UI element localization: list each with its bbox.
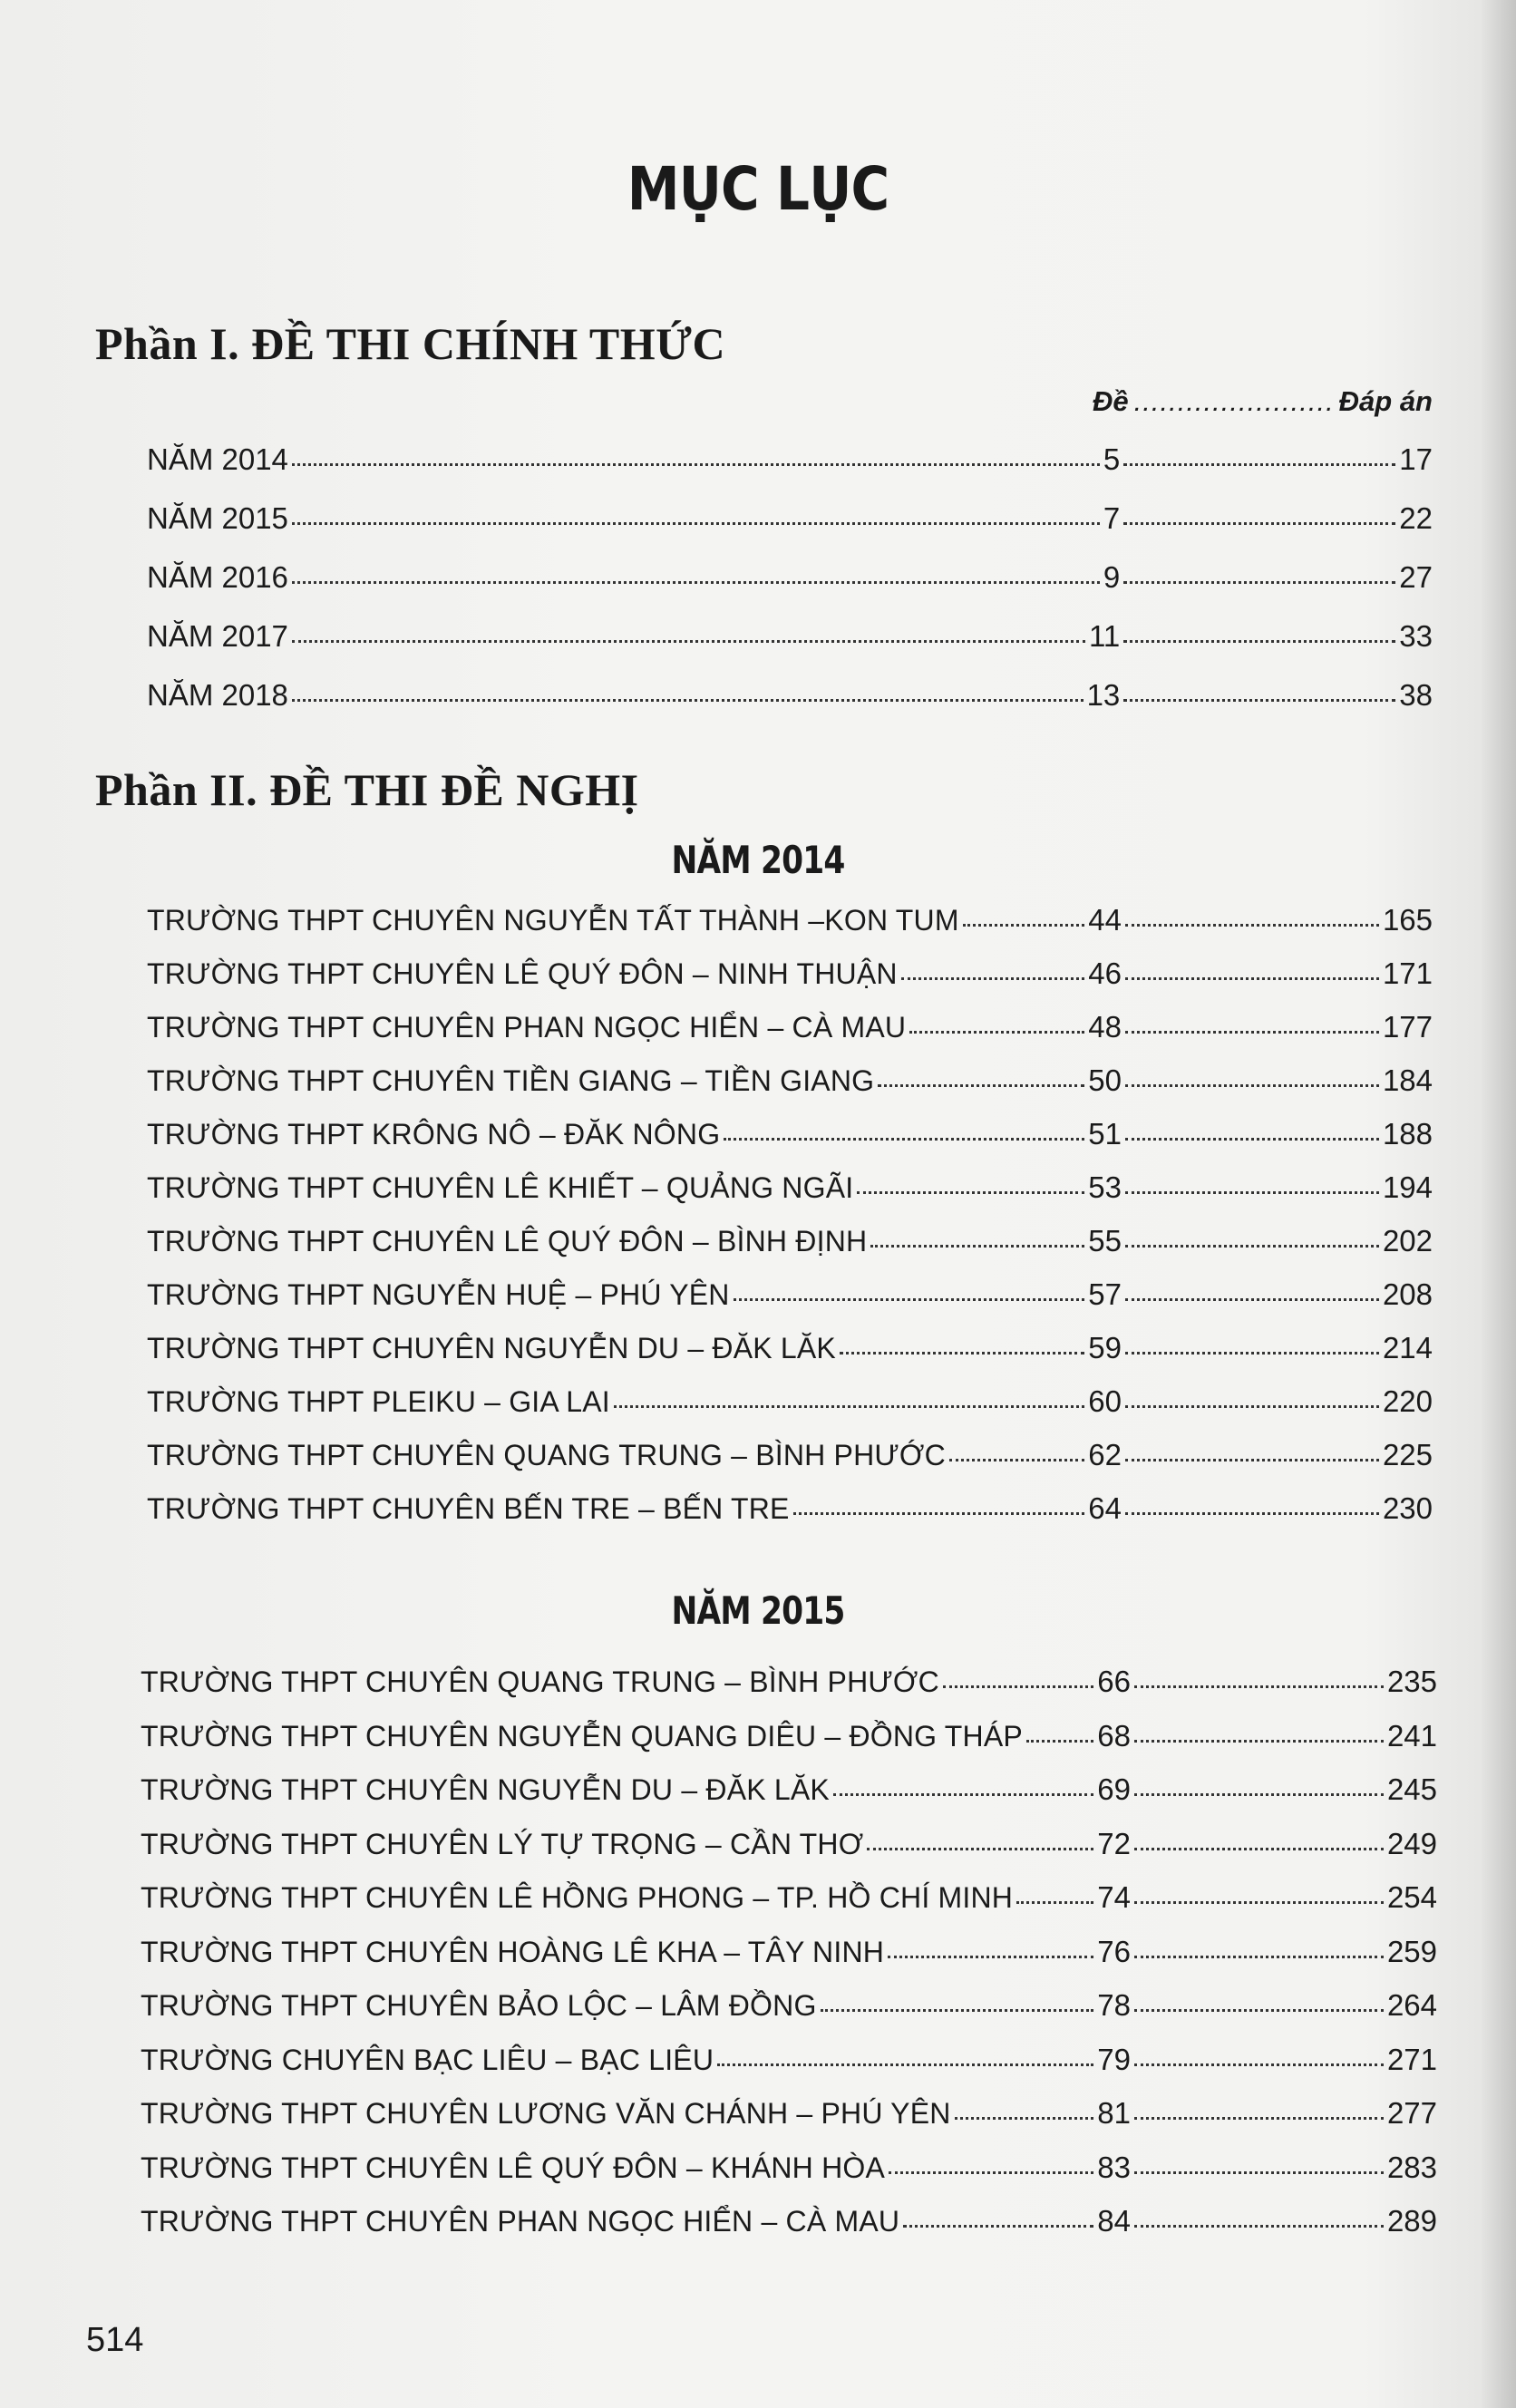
toc-entry: [147, 1010, 1433, 1044]
toc-entry: [141, 1880, 1437, 1915]
toc-entry-de-page: 83: [1097, 2150, 1131, 2184]
toc-entry-answer-page: 225: [1382, 1438, 1433, 1471]
toc-entry-answer-page: 177: [1382, 1010, 1433, 1044]
toc-entry-de-page: 62: [1088, 1438, 1122, 1471]
toc-entry: [141, 1772, 1437, 1807]
toc-entry-title: TRƯỜNG THPT CHUYÊN NGUYỄN DU – ĐĂK LĂK: [141, 1773, 830, 1806]
part-1-heading: Phần I. ĐỀ THI CHÍNH THỨC: [95, 318, 726, 369]
toc-entry-de-page: 69: [1097, 1772, 1131, 1806]
toc-entry-title: TRƯỜNG THPT CHUYÊN BẾN TRE – BẾN TRE: [147, 1492, 790, 1525]
toc-entry-title: TRƯỜNG THPT CHUYÊN LÊ KHIẾT – QUẢNG NGÃI: [147, 1171, 854, 1204]
toc-entry-de-page: 46: [1088, 956, 1122, 990]
dot-leader: [943, 1685, 1093, 1688]
dot-leader: [292, 462, 1100, 466]
toc-entry-title: TRƯỜNG THPT CHUYÊN BẢO LỘC – LÂM ĐỒNG: [141, 1989, 817, 2022]
toc-entry-title: TRƯỜNG THPT CHUYÊN NGUYỄN QUANG DIÊU – ĐỒNG THÁP: [141, 1719, 1023, 1753]
dot-leader: [1125, 923, 1379, 927]
toc-entry-title: NĂM 2018: [147, 678, 288, 712]
toc-entry-title: TRƯỜNG THPT CHUYÊN QUANG TRUNG – BÌNH PHƯỚC: [141, 1665, 939, 1698]
dot-leader: [1026, 1739, 1093, 1743]
toc-entry-de-page: 66: [1097, 1665, 1131, 1698]
toc-entry-de-page: 50: [1088, 1063, 1122, 1097]
dot-leader: [901, 976, 1085, 980]
dot-leader: [1134, 1955, 1384, 1958]
toc-entry: [141, 1935, 1437, 1969]
toc-entry: [141, 1827, 1437, 1861]
toc-entry-de-page: 68: [1097, 1718, 1131, 1753]
toc-entry: [147, 678, 1433, 713]
dot-leader: [840, 1351, 1084, 1354]
dot-leader: [949, 1458, 1084, 1461]
column-header-leader: [1134, 385, 1334, 418]
dot-leader: [1134, 1739, 1384, 1743]
page-number: 514: [86, 2321, 144, 2359]
toc-entry-de-page: 13: [1086, 678, 1121, 712]
toc-entry: [147, 560, 1433, 595]
year-2014-heading: NĂM 2014: [671, 838, 845, 882]
dot-leader: [1134, 2170, 1384, 2174]
toc-entry-de-page: 57: [1088, 1277, 1122, 1311]
toc-entry-title: NĂM 2014: [147, 442, 288, 476]
toc-entry: [147, 1170, 1433, 1205]
toc-entry: [147, 1331, 1433, 1365]
dot-leader: [292, 521, 1100, 525]
column-header: [1093, 385, 1433, 418]
toc-entry-title: TRƯỜNG THPT NGUYỄN HUỆ – PHÚ YÊN: [147, 1278, 730, 1311]
toc-entry: [147, 1438, 1433, 1472]
toc-entry-title: TRƯỜNG THPT CHUYÊN PHAN NGỌC HIỂN – CÀ MAU: [147, 1011, 907, 1044]
column-header-de: Đề: [1093, 385, 1129, 417]
toc-entry-de-page: 74: [1097, 1880, 1131, 1914]
dot-leader: [1134, 2224, 1384, 2228]
dot-leader: [1134, 1685, 1384, 1688]
toc-entry-answer-page: 254: [1386, 1880, 1437, 1914]
toc-entry-title: TRƯỜNG THPT CHUYÊN LÊ QUÝ ĐÔN – KHÁNH HÒA: [141, 2151, 886, 2184]
toc-entry-de-page: 5: [1103, 442, 1121, 476]
toc-entry: [141, 2204, 1437, 2238]
toc-entry: [141, 1719, 1437, 1753]
toc-entry-de-page: 59: [1088, 1331, 1122, 1364]
toc-entry-answer-page: 271: [1386, 2042, 1437, 2076]
dot-leader: [1134, 2116, 1384, 2120]
dot-leader: [793, 1511, 1085, 1515]
dot-leader: [1125, 1511, 1379, 1515]
toc-entry-title: NĂM 2015: [147, 501, 288, 535]
dot-leader: [870, 1244, 1084, 1248]
toc-entry-title: TRƯỜNG THPT CHUYÊN NGUYỄN TẤT THÀNH –KON TUM: [147, 904, 959, 937]
dot-leader: [903, 2224, 1093, 2228]
toc-entry: [141, 2151, 1437, 2185]
toc-entry-answer-page: 208: [1382, 1277, 1433, 1311]
dot-leader: [292, 639, 1085, 643]
dot-leader: [955, 2116, 1094, 2120]
toc-entry-de-page: 44: [1088, 903, 1122, 937]
toc-entry-answer-page: 202: [1382, 1224, 1433, 1257]
column-header-dap-an: Đáp án: [1338, 385, 1433, 417]
toc-entry: [147, 501, 1433, 536]
dot-leader: [1125, 1137, 1379, 1141]
toc-entry: [147, 956, 1433, 991]
dot-leader: [1125, 1244, 1379, 1248]
dot-leader: [1134, 2008, 1384, 2012]
toc-entry-answer-page: 264: [1386, 1988, 1437, 2022]
dot-leader: [889, 2170, 1093, 2174]
dot-leader: [963, 923, 1085, 927]
dot-leader: [1125, 1458, 1379, 1461]
dot-leader: [614, 1404, 1084, 1408]
dot-leader: [909, 1030, 1084, 1034]
part-2-heading: Phần II. ĐỀ THI ĐỀ NGHỊ: [95, 764, 639, 815]
toc-entry-de-page: 79: [1097, 2042, 1131, 2076]
dot-leader: [1123, 698, 1395, 702]
toc-entry-answer-page: 38: [1399, 678, 1433, 712]
dot-leader: [1125, 976, 1379, 980]
toc-entry-answer-page: 235: [1386, 1665, 1437, 1698]
toc-entry-de-page: 53: [1088, 1170, 1122, 1204]
dot-leader: [1134, 1792, 1384, 1796]
dot-leader: [1134, 2063, 1384, 2066]
toc-entry: [147, 1277, 1433, 1312]
toc-entry-answer-page: 289: [1386, 2204, 1437, 2238]
toc-entry-title: TRƯỜNG THPT CHUYÊN TIỀN GIANG – TIỀN GIANG: [147, 1064, 875, 1097]
toc-entry: [147, 619, 1433, 654]
toc-entry-answer-page: 283: [1386, 2150, 1437, 2184]
toc-entry-title: TRƯỜNG THPT CHUYÊN QUANG TRUNG – BÌNH PHƯỚC: [147, 1439, 946, 1471]
toc-entry-answer-page: 194: [1382, 1170, 1433, 1204]
toc-entry-title: NĂM 2017: [147, 619, 288, 653]
toc-entry-title: TRƯỜNG THPT CHUYÊN LƯƠNG VĂN CHÁNH – PHÚ YÊN: [141, 2097, 951, 2130]
toc-entry-de-page: 55: [1088, 1224, 1122, 1257]
dot-leader: [292, 580, 1100, 584]
dot-leader: [717, 2063, 1093, 2066]
toc-entry-answer-page: 33: [1399, 619, 1433, 653]
dot-leader: [1125, 1083, 1379, 1087]
dot-leader: [1123, 462, 1395, 466]
toc-entry-de-page: 78: [1097, 1988, 1131, 2022]
dot-leader: [734, 1297, 1085, 1301]
toc-entry-de-page: 81: [1097, 2096, 1131, 2130]
toc-entry: [141, 1988, 1437, 2023]
year-2015-heading: NĂM 2015: [671, 1588, 845, 1633]
dot-leader: [292, 698, 1084, 702]
toc-entry: [147, 903, 1433, 937]
dot-leader: [1125, 1351, 1379, 1354]
dot-leader: [1134, 1847, 1384, 1850]
toc-entry-answer-page: 214: [1382, 1331, 1433, 1364]
toc-entry-answer-page: 230: [1382, 1491, 1433, 1525]
toc-entry: [147, 1063, 1433, 1098]
toc-entry-answer-page: 245: [1386, 1772, 1437, 1806]
dot-leader: [1123, 639, 1395, 643]
toc-entry-de-page: 7: [1103, 501, 1121, 535]
toc-entry-answer-page: 277: [1386, 2096, 1437, 2130]
toc-entry: [147, 1224, 1433, 1258]
dot-leader: [724, 1137, 1084, 1141]
toc-entry-title: TRƯỜNG THPT PLEIKU – GIA LAI: [147, 1385, 610, 1418]
toc-entry-answer-page: 27: [1399, 560, 1433, 594]
toc-entry: [147, 1384, 1433, 1419]
toc-entry-de-page: 11: [1089, 619, 1121, 653]
toc-entry-answer-page: 17: [1399, 442, 1433, 476]
dot-leader: [833, 1792, 1093, 1796]
toc-entry-answer-page: 241: [1386, 1718, 1437, 1753]
toc-entry-answer-page: 259: [1386, 1934, 1437, 1968]
toc-entry-de-page: 51: [1088, 1117, 1122, 1151]
dot-leader: [1125, 1404, 1379, 1408]
dot-leader: [1134, 1900, 1384, 1904]
toc-entry-answer-page: 165: [1382, 903, 1433, 937]
toc-entry-title: TRƯỜNG THPT CHUYÊN NGUYỄN DU – ĐĂK LĂK: [147, 1332, 836, 1364]
toc-entry-title: TRƯỜNG THPT CHUYÊN LÝ TỰ TRỌNG – CẦN THƠ: [141, 1827, 864, 1860]
dot-leader: [1125, 1297, 1379, 1301]
toc-entry-title: TRƯỜNG CHUYÊN BẠC LIÊU – BẠC LIÊU: [141, 2043, 714, 2076]
toc-entry-title: TRƯỜNG THPT KRÔNG NÔ – ĐĂK NÔNG: [147, 1118, 721, 1151]
dot-leader: [867, 1847, 1093, 1850]
toc-entry-de-page: 48: [1088, 1010, 1122, 1044]
toc-entry-de-page: 72: [1097, 1826, 1131, 1860]
toc-entry-de-page: 64: [1088, 1491, 1122, 1525]
dot-leader: [857, 1190, 1084, 1194]
toc-entry-de-page: 60: [1088, 1384, 1122, 1418]
toc-entry: [141, 2096, 1437, 2131]
dot-leader: [1016, 1900, 1093, 1904]
toc-entry-de-page: 76: [1097, 1934, 1131, 1968]
toc-entry-answer-page: 171: [1382, 956, 1433, 990]
toc-entry: [141, 2043, 1437, 2077]
dot-leader: [1123, 521, 1395, 525]
dot-leader: [1125, 1190, 1379, 1194]
dot-leader: [878, 1083, 1084, 1087]
page-edge-shadow: [1480, 0, 1516, 2408]
toc-entry-answer-page: 220: [1382, 1384, 1433, 1418]
dot-leader: [821, 2008, 1094, 2012]
toc-entry-answer-page: 22: [1399, 501, 1433, 535]
toc-entry: [141, 1665, 1437, 1699]
toc-entry-title: TRƯỜNG THPT CHUYÊN LÊ HỒNG PHONG – TP. HỒ CHÍ MINH: [141, 1881, 1014, 1914]
toc-entry-answer-page: 188: [1382, 1117, 1433, 1151]
toc-entry-answer-page: 249: [1386, 1826, 1437, 1860]
dot-leader: [888, 1955, 1093, 1958]
toc-entry: [147, 1491, 1433, 1526]
dot-leader: [1125, 1030, 1379, 1034]
toc-entry: [147, 442, 1433, 477]
toc-entry-de-page: 84: [1097, 2204, 1131, 2238]
toc-entry: [147, 1117, 1433, 1151]
toc-entry-title: TRƯỜNG THPT CHUYÊN PHAN NGỌC HIỂN – CÀ MAU: [141, 2205, 900, 2238]
dot-leader: [1123, 580, 1395, 584]
toc-entry-title: NĂM 2016: [147, 560, 288, 594]
toc-entry-de-page: 9: [1103, 560, 1121, 594]
toc-entry-title: TRƯỜNG THPT CHUYÊN LÊ QUÝ ĐÔN – BÌNH ĐỊNH: [147, 1225, 868, 1257]
toc-entry-answer-page: 184: [1382, 1063, 1433, 1097]
toc-entry-title: TRƯỜNG THPT CHUYÊN HOÀNG LÊ KHA – TÂY NINH: [141, 1935, 885, 1968]
toc-entry-title: TRƯỜNG THPT CHUYÊN LÊ QUÝ ĐÔN – NINH THUẬN: [147, 957, 898, 990]
page-title: MỤC LỤC: [627, 154, 889, 224]
